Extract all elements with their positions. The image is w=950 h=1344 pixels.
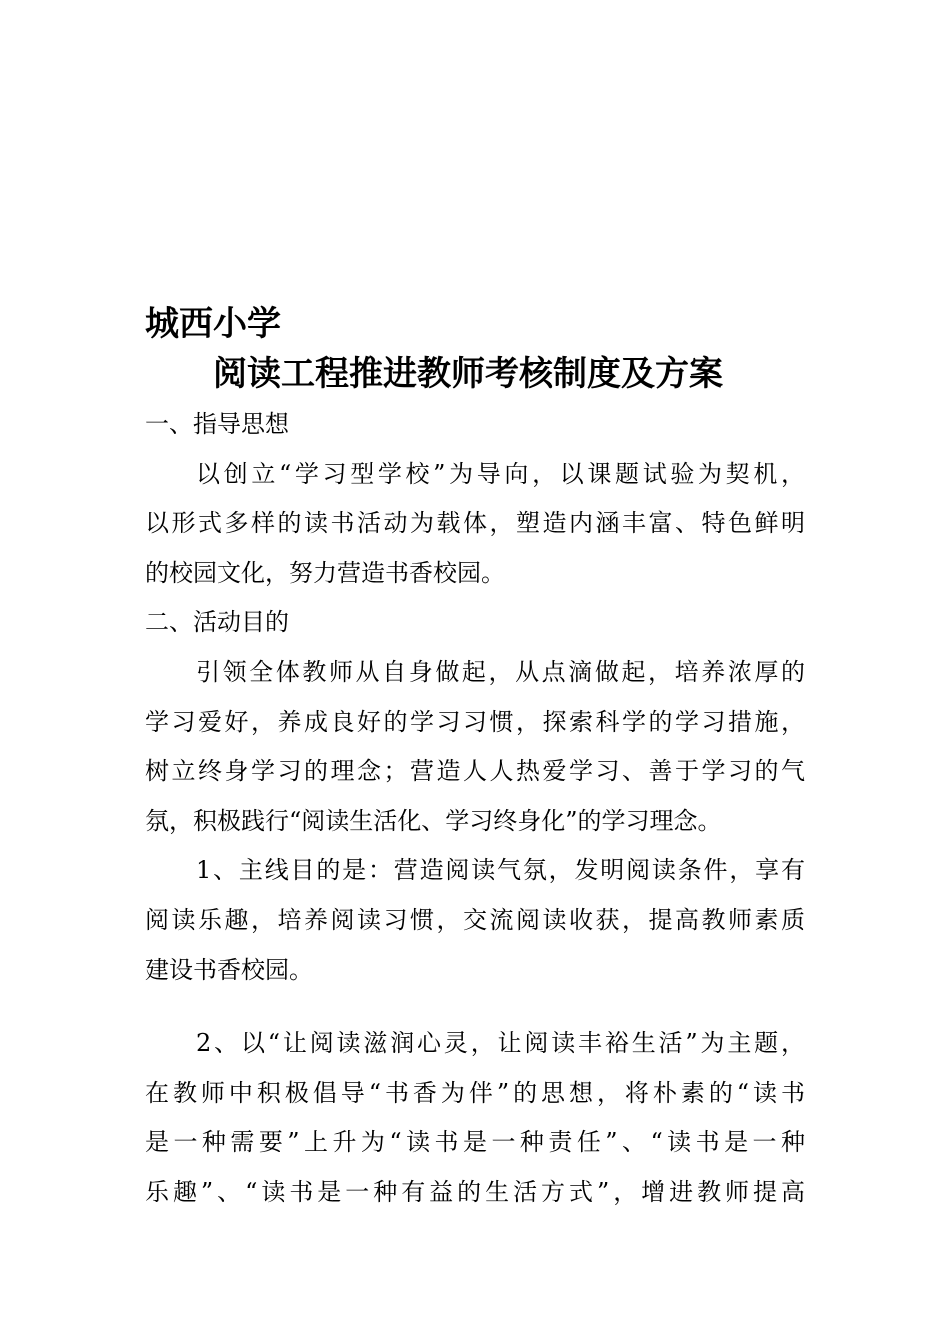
paragraph-line: 以形式多样的读书活动为载体，塑造内涵丰富、特色鲜明 [145,509,805,538]
list-item-line: 建设书香校园。 [145,955,313,984]
paragraph-line: 引领全体教师从自身做起，从点滴做起，培养浓厚的 [196,657,805,686]
paragraph-line: 的校园文化，努力营造书香校园。 [145,558,505,587]
paragraph-line: 以创立“学习型学校”为导向，以课题试验为契机， [196,459,805,488]
school-name: 城西小学 [145,304,281,344]
document-body [145,400,805,1218]
list-item-line: 在教师中积极倡导“书香为伴”的思想，将朴素的“读书 [145,1078,805,1107]
list-item-line: 阅读乐趣，培养阅读习惯，交流阅读收获，提高教师素质 [145,905,805,934]
paragraph-line: 树立终身学习的理念；营造人人热爱学习、善于学习的气 [145,757,805,786]
list-item-line: 乐趣”、“读书是一种有益的生活方式”，增进教师提高 [145,1177,805,1206]
paragraph-spacer [145,995,805,1019]
list-item-line: 1、主线目的是：营造阅读气氛，发明阅读条件，享有 [196,856,805,885]
list-item-line: 是一种需要”上升为“读书是一种责任”、“读书是一种 [145,1128,805,1157]
list-item-line: 2、以“让阅读滋润心灵，让阅读丰裕生活”为主题， [196,1029,805,1058]
document-title: 阅读工程推进教师考核制度及方案 [213,354,723,394]
paragraph-line: 氛，积极践行“阅读生活化、学习终身化”的学习理念。 [145,806,722,835]
paragraph-line: 学习爱好，养成良好的学习习惯，探索科学的学习措施， [145,707,805,736]
section-heading-goal: 二、活动目的 [145,608,289,637]
section-heading-guiding: 一、指导思想 [145,410,289,438]
